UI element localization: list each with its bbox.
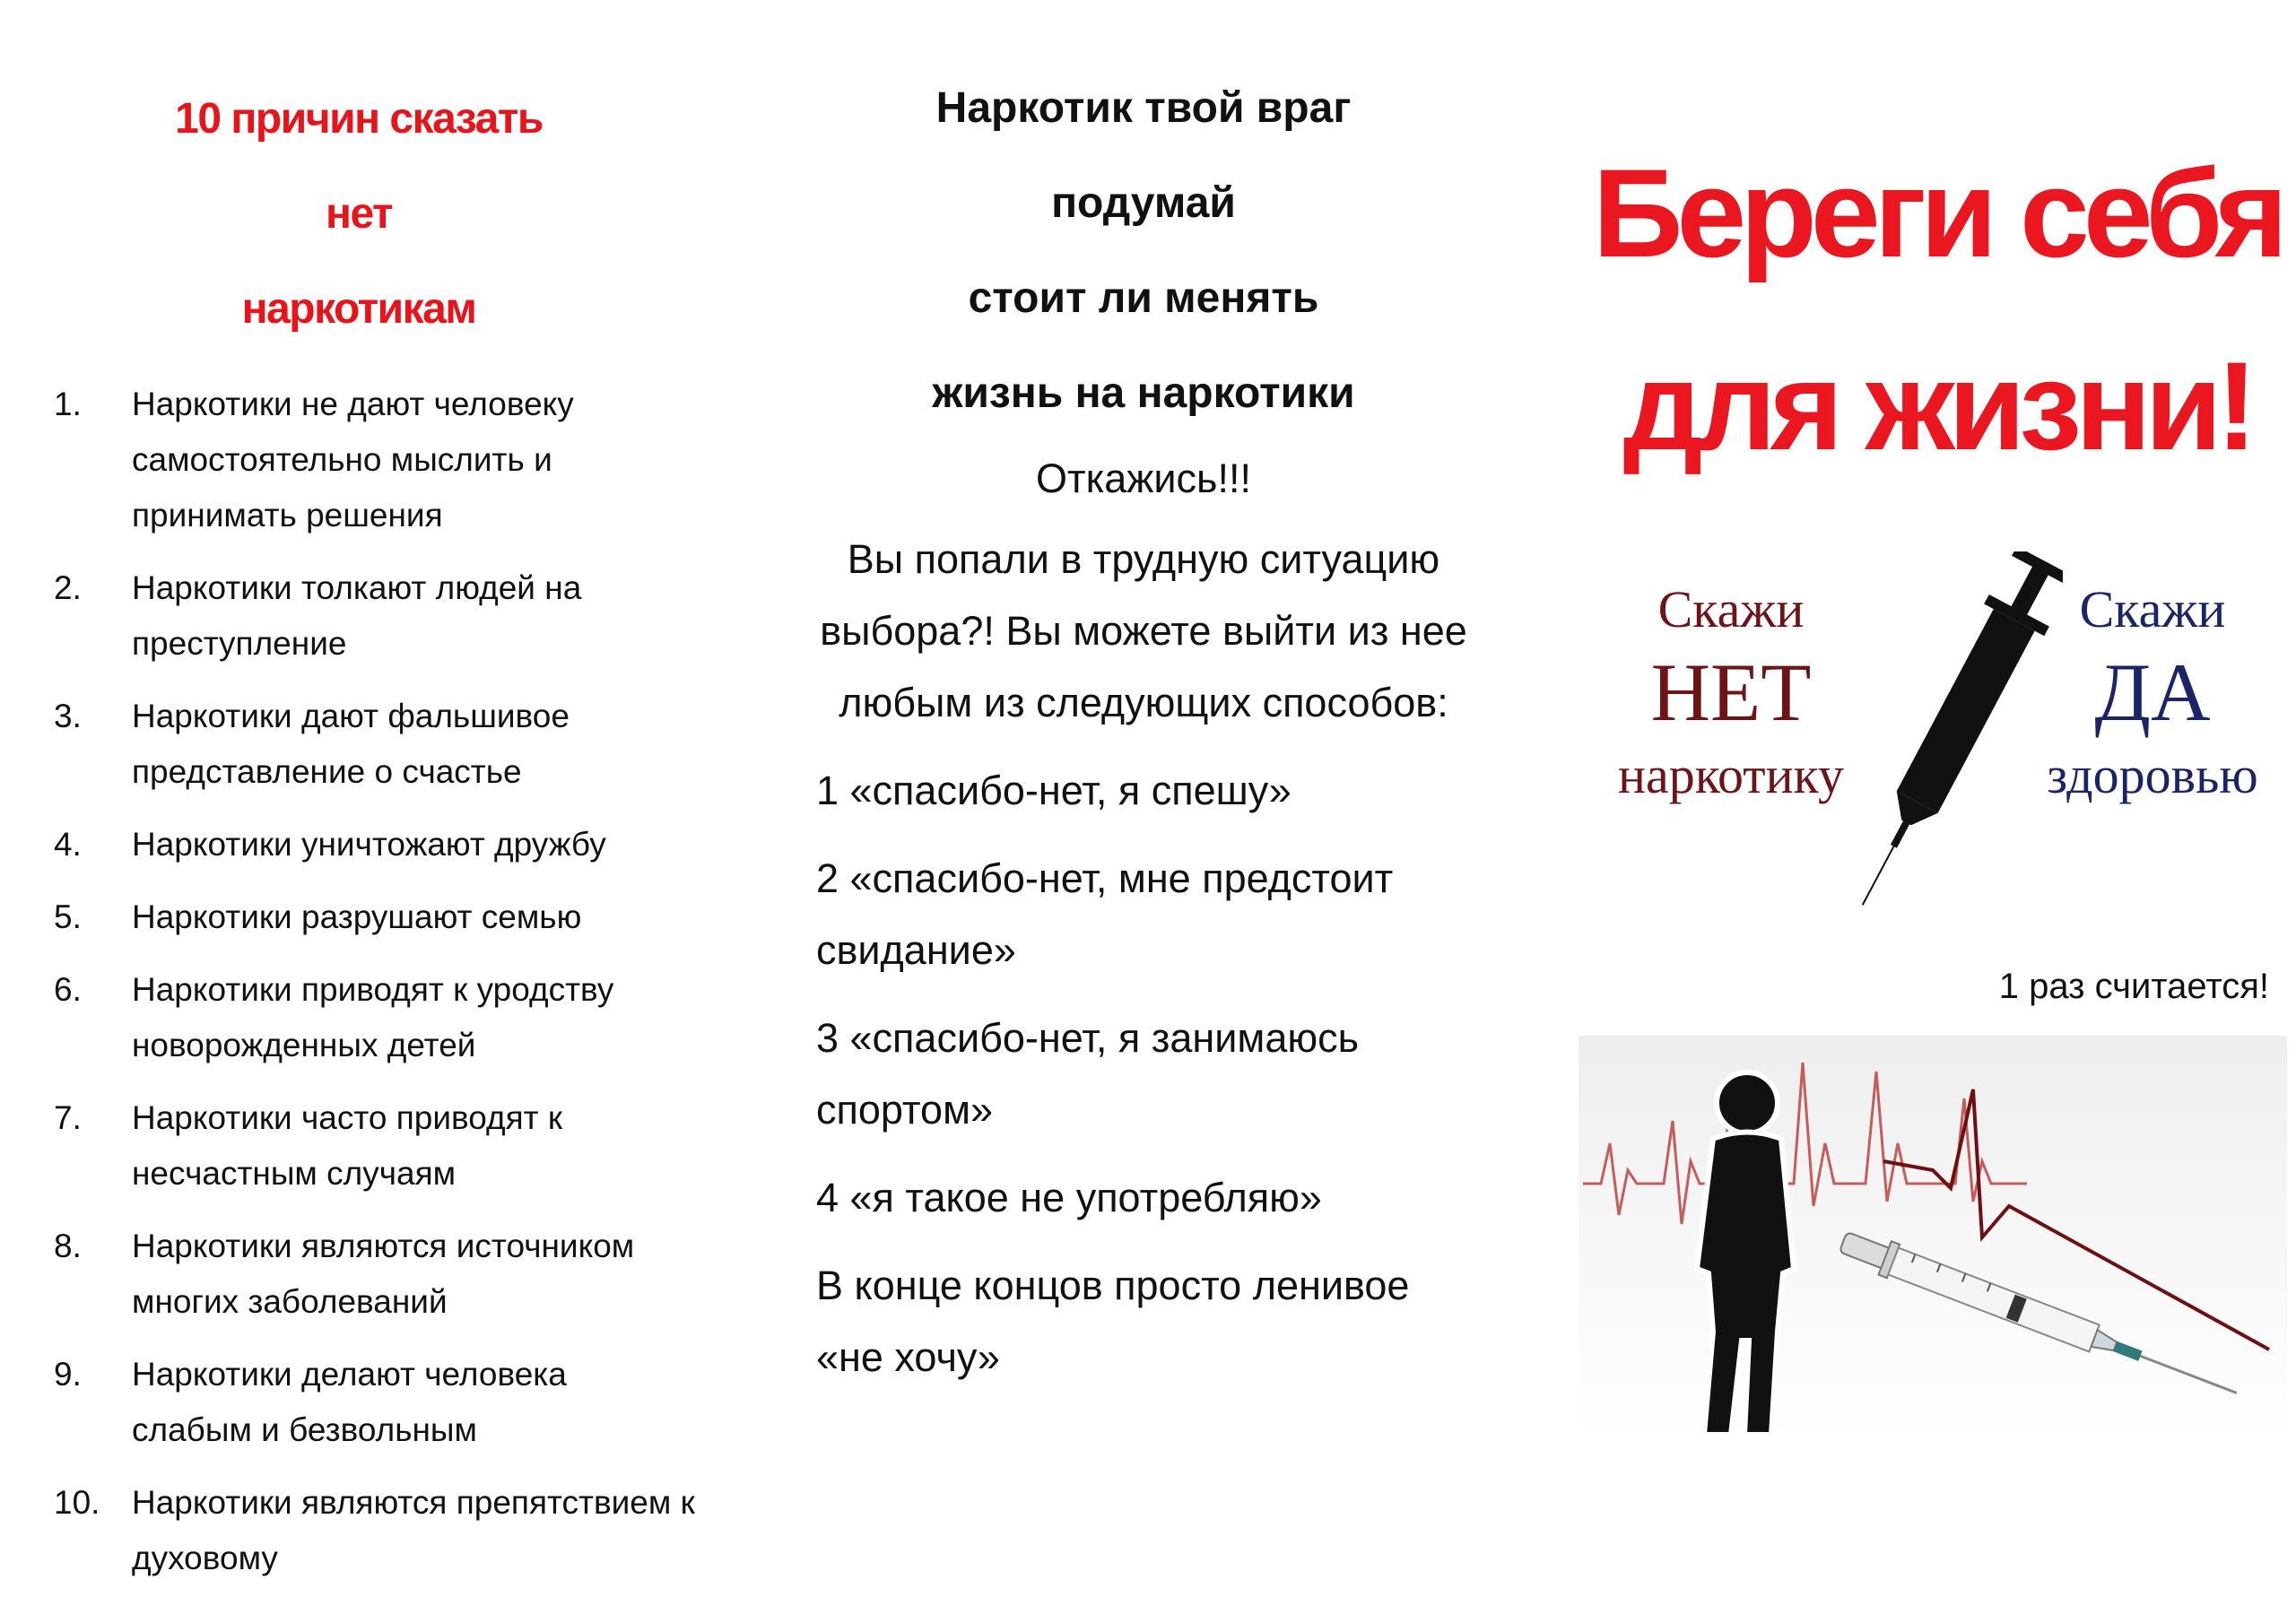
say-yes-line1: Скажи: [2079, 580, 2226, 638]
list-item: [49, 689, 695, 800]
say-no-line3: наркотику: [1618, 746, 1844, 804]
list-text: Наркотики приводят к уродству новорожденных детей: [132, 971, 614, 1063]
reasons-list: [49, 377, 695, 1586]
list-text: Наркотики делают человека слабым и безвольным: [132, 1356, 567, 1448]
say-yes-line3: здоровью: [2047, 746, 2258, 804]
list-text: Наркотики являются источником многих заболеваний: [132, 1228, 635, 1320]
list-text: Наркотики дают фальшивое представление о счастье: [132, 698, 570, 790]
say-no-word: НЕТ: [1650, 647, 1812, 738]
list-number: 2.: [54, 569, 82, 606]
list-number: 4.: [54, 826, 82, 863]
list-number: 5.: [54, 898, 82, 935]
list-number: 9.: [54, 1356, 82, 1393]
reasons-title-line: 10 причин сказать: [175, 95, 543, 143]
list-text: Наркотики не дают человеку самостоятельно мыслить и принимать решения: [132, 386, 574, 534]
list-text: Наркотики толкают людей на преступление: [132, 569, 582, 662]
situation-paragraph: Вы попали в трудную ситуацию выбора?! Вы можете выйти из нее любым из следующих способов:: [820, 536, 1467, 725]
advice-column: [789, 61, 1498, 1410]
refusal-option: 3 «спасибо-нет, я занимаюсь спортом»: [816, 1015, 1360, 1133]
main-slogan-line: для жизни!: [1622, 335, 2252, 476]
reasons-title-line: нет: [325, 190, 393, 238]
list-item: [49, 1475, 695, 1586]
say-yes-word: ДА: [2094, 647, 2211, 738]
list-text: Наркотики являются препятствием к духовому: [132, 1484, 695, 1576]
silhouette-syringe-illustration: [1578, 1036, 2287, 1439]
refuse-text: Откажись!!!: [1035, 456, 1251, 501]
refusal-option: В конце концов просто ленивое «не хочу»: [816, 1263, 1410, 1380]
list-item: [49, 1090, 695, 1202]
reasons-column: [49, 72, 695, 1603]
list-number: 6.: [54, 971, 82, 1008]
list-item: [49, 890, 695, 945]
refusal-option: 2 «спасибо-нет, мне предстоит свидание»: [816, 855, 1394, 973]
advice-heading-line: Наркотик твой враг: [935, 84, 1352, 132]
list-number: 8.: [54, 1228, 82, 1264]
refusal-option: 4 «я такое не употребляю»: [816, 1175, 1322, 1220]
advice-heading: [789, 61, 1498, 441]
reasons-title-line: наркотикам: [241, 285, 476, 333]
advice-heading-line: жизнь на наркотики: [932, 369, 1355, 417]
list-number: 7.: [54, 1099, 82, 1136]
once-counts-text: 1 раз считается!: [1998, 967, 2269, 1006]
list-number: 3.: [54, 698, 82, 734]
list-item: [49, 1347, 695, 1458]
list-item: [49, 817, 695, 872]
list-number: 1.: [54, 386, 82, 422]
advice-heading-line: подумай: [1051, 179, 1236, 227]
advice-heading-line: стоит ли менять: [968, 274, 1319, 322]
list-number: 10.: [54, 1484, 100, 1521]
main-slogan-line: Береги себя: [1592, 143, 2283, 283]
say-no-block: [1578, 578, 1883, 807]
refusal-options: [816, 755, 1498, 1393]
list-item: [49, 962, 695, 1073]
reasons-title: [22, 72, 695, 357]
list-item: [49, 377, 695, 543]
list-item: [49, 1219, 695, 1330]
main-slogan: [1578, 117, 2296, 502]
list-text: Наркотики разрушают семью: [132, 898, 582, 935]
list-item: [49, 560, 695, 672]
list-text: Наркотики часто приводят к несчастным случаям: [132, 1099, 563, 1192]
say-no-line1: Скажи: [1657, 580, 1805, 638]
say-yes-block: [2018, 578, 2287, 807]
list-text: Наркотики уничтожают дружбу: [132, 826, 606, 863]
refusal-option: 1 «спасибо-нет, я спешу»: [816, 768, 1292, 813]
